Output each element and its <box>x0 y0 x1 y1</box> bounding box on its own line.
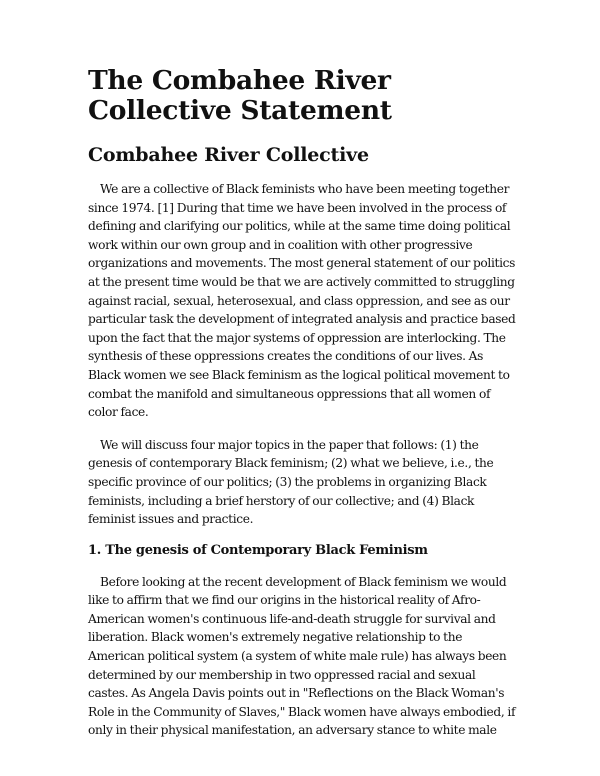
document-author: Combahee River Collective <box>88 144 369 166</box>
intro-paragraph-1: We are a collective of Black feminists who have been meeting together since 1974. [1] During that time we have been involved in the process of defining and clarifying our politics, while at the same time doing political work within our own group and in coalition with other progressive organizations and movements. The most general statement of our politics at the present time would be that we are actively committed to struggling against racial, sexual, heterosexual, and class oppression, and see as our particular task the development of integrated analysis and practice based upon the fact that the major systems of oppression are interlocking. The synthesis of these oppressions creates the conditions of our lives. As Black women we see Black feminism as the logical political movement to combat the manifold and simultaneous oppressions that all women of color face. <box>88 182 516 420</box>
document-page <box>88 66 516 740</box>
intro-paragraph-2: We will discuss four major topics in the paper that follows: (1) the genesis of contemporary Black feminism; (2) what we believe, i.e., the specific province of our politics; (3) the problems in organizing Black feminists, including a brief herstory of our collective; and (4) Black feminist issues and practice. <box>88 437 494 527</box>
document-title: The Combahee River Collective Statement <box>88 65 392 126</box>
section-heading-genesis: 1. The genesis of Contemporary Black Feminism <box>88 542 428 558</box>
section-1-paragraph: Before looking at the recent development of Black feminism we would like to affirm that we find our origins in the historical reality of Afro-American women's continuous life-and-death struggle for survival and liberation. Black women's extremely negative relationship to the American political system (a system of white male rule) has always been determined by our membership in two oppressed racial and sexual castes. As Angela Davis points out in "Reflections on the Black Woman's Role in the Community of Slaves," Black women have always embodied, if only in their physical manifestation, an adversary stance to white male <box>88 574 516 738</box>
